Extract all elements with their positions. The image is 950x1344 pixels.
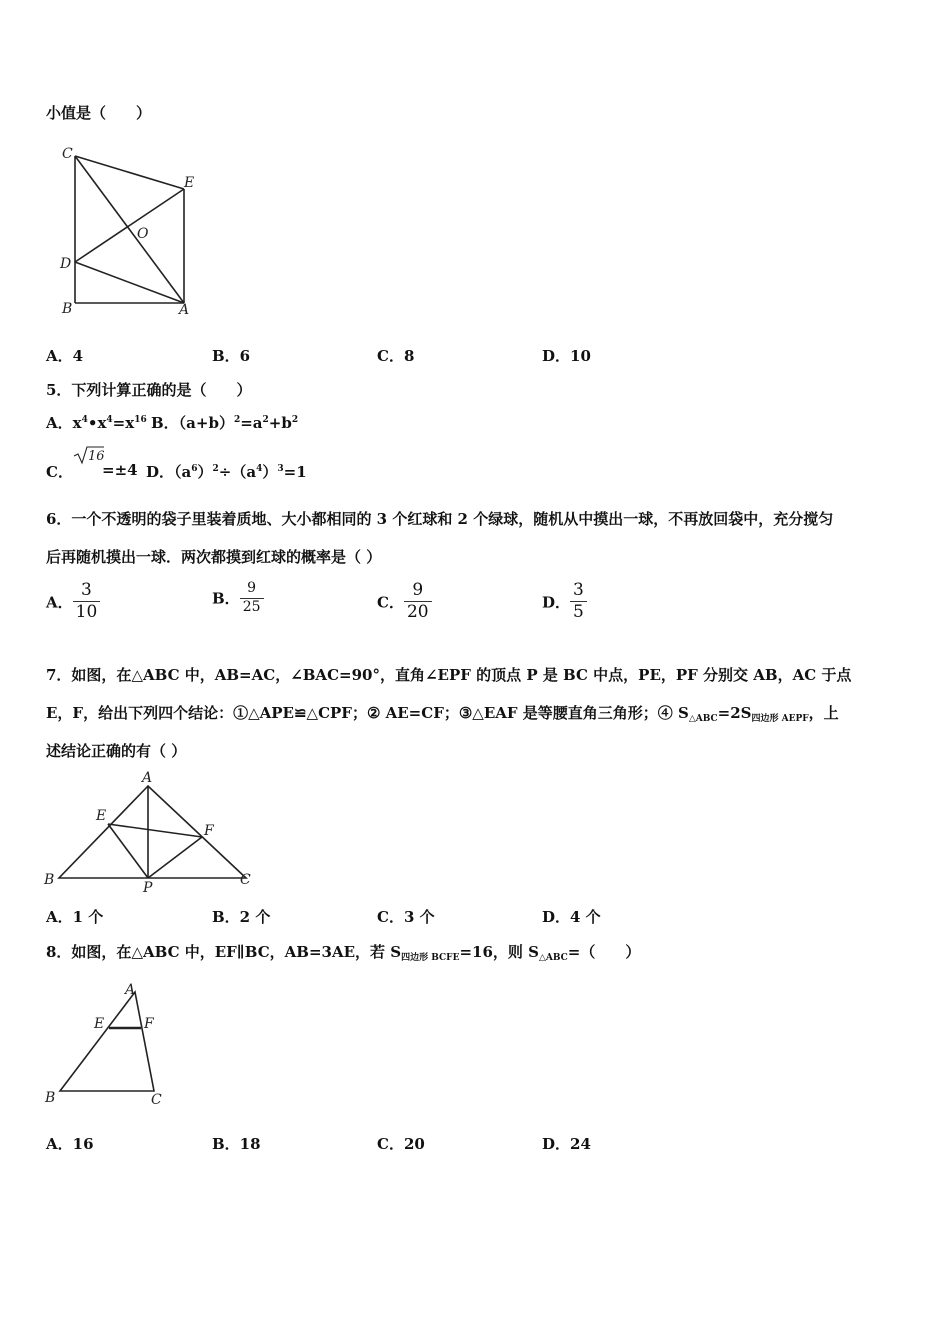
q7-line2-sub-aepf: 四边形 AEPF: [751, 714, 809, 724]
q6-b-numerator: 9: [240, 580, 264, 599]
q8-stem-part-a: 8．如图，在△ABC 中，EF∥BC，AB=3AE，若 S: [46, 943, 402, 961]
q6-b-label: B．: [212, 589, 240, 608]
q5-b-prefix: B．（a+b）: [151, 414, 234, 432]
q5-b-mid: =a: [240, 414, 263, 432]
q7-label-c: C: [240, 872, 251, 888]
q5-b-exp1: 2: [233, 415, 241, 425]
q5-a-base1: x: [72, 414, 82, 432]
q4-option-b: B．6: [212, 347, 251, 365]
q6-option-a: [46, 580, 100, 624]
q4-figure: [55, 140, 205, 320]
q7-label-a: A: [142, 770, 153, 786]
q4-option-a: A．4: [46, 347, 84, 365]
q5-a-exp3: 16: [134, 415, 147, 425]
q6-d-fraction: [570, 580, 587, 624]
q6-a-label: A．: [46, 593, 73, 612]
q8-stem-sub-abc: △ABC: [538, 953, 568, 963]
q6-option-d: [542, 580, 587, 624]
q6-a-denominator: 10: [75, 602, 98, 623]
q7-stem-line3: 述结论正确的有（ ）: [46, 742, 187, 760]
q5-b-exp3: 2: [291, 415, 299, 425]
q6-option-b: [212, 580, 264, 616]
q7-label-b: B: [44, 872, 55, 888]
q8-stem: [46, 941, 640, 963]
q5-option-c-value: =±4: [102, 461, 138, 479]
q4-label-d: D: [60, 256, 72, 272]
q6-b-denominator: 25: [242, 598, 261, 615]
q5-d-exp1: 6: [191, 464, 198, 474]
q5-a-eq: =x: [112, 414, 135, 432]
q5-option-d: [146, 461, 307, 482]
q6-a-numerator: 3: [73, 580, 101, 602]
q4-option-c: C．8: [377, 347, 415, 365]
q5-a-dot: •: [87, 414, 98, 432]
q6-option-c: [377, 580, 432, 624]
q8-stem-part-b: =16，则 S: [459, 943, 539, 961]
q4-option-d: D．10: [542, 347, 591, 365]
q5-option-b: [151, 412, 298, 433]
q4-label-a: A: [179, 302, 190, 318]
q5-a-base2: x: [97, 414, 107, 432]
q8-label-e: E: [94, 1016, 105, 1032]
q5-a-prefix: A．: [46, 414, 73, 432]
q5-option-a: [46, 412, 147, 433]
q7-option-a: A．1 个: [46, 908, 104, 926]
q8-label-b: B: [45, 1090, 56, 1106]
q5-sqrt-radicand: 16: [88, 449, 105, 464]
q6-stem-line2: 后再随机摸出一球．两次都摸到红球的概率是（ ）: [46, 548, 382, 566]
q5-d-mid2: ）: [262, 463, 278, 481]
q6-d-numerator: 3: [570, 580, 587, 602]
q6-c-numerator: 9: [404, 580, 432, 602]
q5-b-plus: +b: [268, 414, 292, 432]
q6-d-label: D．: [542, 593, 571, 612]
q5-option-c-prefix: C．: [46, 463, 73, 481]
q6-c-fraction: [404, 580, 432, 624]
q8-label-a: A: [125, 982, 136, 998]
q7-option-b: B．2 个: [212, 908, 271, 926]
q5-a-exp2: 4: [106, 415, 113, 425]
q8-label-c: C: [151, 1092, 162, 1108]
q6-stem-line1: 6．一个不透明的袋子里装着质地、大小都相同的 3 个红球和 2 个绿球，随机从中摸出一球，不再放回袋中，充分搅匀: [46, 510, 834, 528]
q7-figure: [42, 766, 262, 896]
q5-d-mid1: ）: [197, 463, 213, 481]
q5-d-exp4: 3: [277, 464, 284, 474]
q5-a-exp1: 4: [81, 415, 88, 425]
q6-c-label: C．: [377, 593, 404, 612]
q7-label-p: P: [143, 880, 153, 896]
q4-label-c: C: [62, 146, 73, 162]
q7-option-c: C．3 个: [377, 908, 435, 926]
q4-stem-tail: 小值是（ ）: [46, 104, 152, 122]
q8-stem-sub-bcfe: 四边形 BCFE: [401, 953, 460, 963]
q5-sqrt-sign: [72, 444, 106, 466]
q7-stem-line2: [46, 702, 839, 724]
q8-option-d: D．24: [542, 1135, 591, 1153]
q7-line2-part-c: ，上: [808, 704, 839, 722]
q5-stem: 5．下列计算正确的是（ ）: [46, 381, 252, 399]
q7-label-f: F: [204, 823, 214, 839]
q8-figure: [42, 982, 182, 1112]
q6-a-fraction: [73, 580, 101, 624]
q7-line2-part-b: =2S: [717, 704, 752, 722]
q8-option-a: A．16: [46, 1135, 94, 1153]
q5-d-exp3: 4: [256, 464, 263, 474]
q5-d-div: ÷（a: [218, 463, 257, 481]
q6-d-denominator: 5: [573, 602, 584, 623]
q7-line2-part-a: E，F，给出下列四个结论：①△APE≌△CPF；② AE=CF；③△EAF 是等腰直角三角形；④ S: [46, 704, 689, 722]
q7-option-d: D．4 个: [542, 908, 601, 926]
q5-d-exp2: 2: [212, 464, 219, 474]
q7-stem-line1: 7．如图，在△ABC 中，AB=AC，∠BAC=90°，直角∠EPF 的顶点 P 是 BC 中点，PE，PF 分别交 AB，AC 于点: [46, 666, 852, 684]
q8-option-b: B．18: [212, 1135, 261, 1153]
q8-option-c: C．20: [377, 1135, 425, 1153]
q5-b-exp2: 2: [262, 415, 269, 425]
q8-label-f: F: [144, 1016, 154, 1032]
q5-d-prefix: D．（a: [146, 463, 192, 481]
q8-stem-part-c: =（ ）: [567, 943, 641, 961]
q6-c-denominator: 20: [406, 602, 429, 623]
q6-b-fraction: [240, 580, 264, 616]
q7-label-e: E: [96, 808, 107, 824]
q4-label-o: O: [137, 226, 149, 242]
q7-line2-sub-abc: △ABC: [688, 714, 718, 724]
q5-d-tail: =1: [283, 463, 307, 481]
q4-label-e: E: [184, 175, 195, 191]
q4-label-b: B: [62, 301, 73, 317]
